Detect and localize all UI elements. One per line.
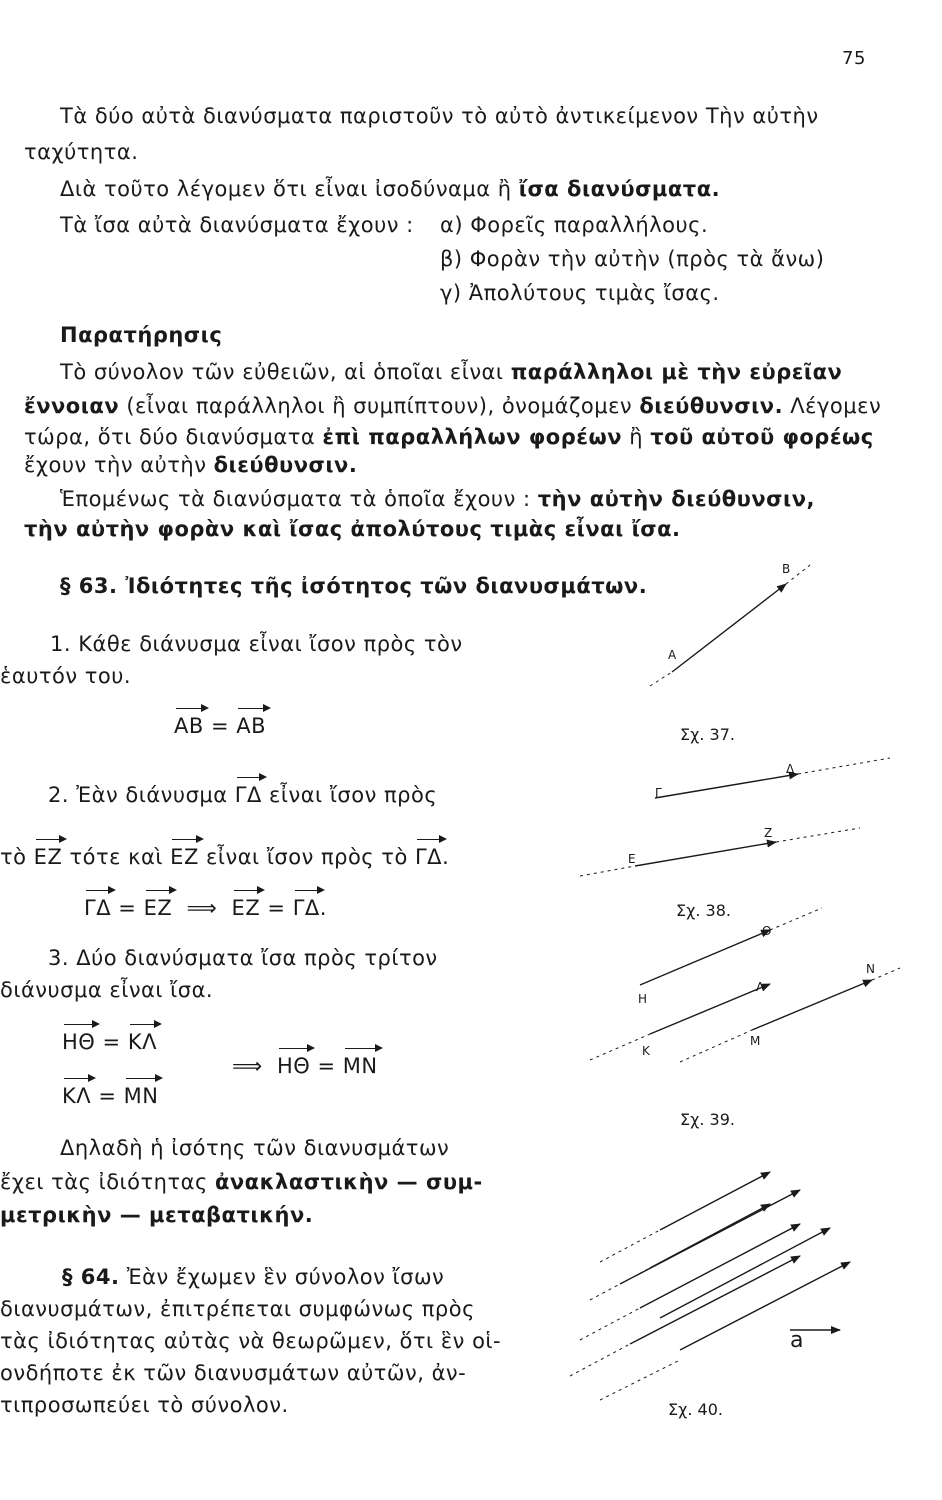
equals-symbol: = [317, 1054, 336, 1078]
fig40-vector [640, 1224, 800, 1308]
fig39-label-k: Κ [642, 1044, 650, 1058]
text-line-3-a: Διὰ τοῦτο λέγομεν ὅτι εἶναι ἰσοδύναμα ἢ [60, 177, 519, 201]
fig39-vector-mn [752, 980, 872, 1030]
fig40-label-a: a [790, 1328, 804, 1353]
fig39-label-h: Η [638, 992, 648, 1006]
summary-2-a: ἔχει τὰς ἰδιότητας [0, 1170, 215, 1194]
text-line-3-bold: ἴσα διανύσματα. [518, 177, 721, 201]
observation-title: Παρατήρησις [60, 323, 223, 347]
formula-symmetric: ΓΔ = ΕΖ ⟹ ΕΖ = ΓΔ. [84, 896, 327, 920]
fig40-dashed-carrier [600, 1230, 660, 1262]
property-3-line-1: 3. Δύο διανύσματα ἴσα πρὸς τρίτον [48, 946, 438, 970]
section-64-line-5: τιπροσωπεύει τὸ σύνολον. [0, 1393, 289, 1417]
obs-4-bold: διεύθυνσιν. [213, 453, 358, 477]
fig39-label-th: Θ [762, 924, 772, 938]
vector-ab: AB [236, 714, 267, 738]
section-64-a: Ἐὰν ἔχωμεν ἓν σύνολον ἴσων [119, 1265, 445, 1289]
vector-kl: ΚΛ [127, 1030, 157, 1054]
section-64-line-3: τὰς ἰδιότητας αὐτὰς νὰ θεωρῶμεν, ὅτι ἓν οἱ- [0, 1329, 502, 1353]
obs-3-bold-1: ἐπὶ παραλλήλων φορέων [322, 425, 623, 449]
vector-kl: ΚΛ [62, 1084, 92, 1108]
obs-2-d: Λέγομεν [783, 394, 882, 418]
vector-hth: ΗΘ [62, 1030, 96, 1054]
fig38-dashed-carrier [798, 758, 890, 774]
text-line-6: γ) Ἀπολύτους τιμὰς ἴσας. [440, 281, 720, 305]
fig38-caption: Σχ. 38. [676, 901, 731, 920]
section-64-number: § 64. [62, 1265, 120, 1289]
fig39-label-l: Λ [756, 980, 765, 994]
obs-5-a: Ἑπομένως τὰ διανύσματα τὰ ὁποῖα ἔχουν : [60, 487, 538, 511]
fig39-dashed-carrier [770, 908, 822, 930]
fig40-dashed-carrier [600, 1360, 680, 1400]
equals-symbol: = [118, 896, 137, 920]
obs-3-a: τώρα, ὅτι δύο διανύσματα [24, 425, 323, 449]
fig37-caption: Σχ. 37. [680, 725, 735, 744]
section-64-line-2: διανυσμάτων, ἐπιτρέπεται συμφώνως πρὸς [0, 1297, 475, 1321]
observation-line-6: τὴν αὐτὴν φορὰν καὶ ἴσας ἀπολύτους τιμὰς εἶναι ἴσα. [24, 517, 681, 541]
figure-40 [570, 1172, 850, 1400]
fig39-dashed-carrier [590, 1034, 650, 1060]
vector-hth: ΗΘ [276, 1054, 311, 1078]
fig38-label-e: Ε [628, 852, 636, 866]
fig37-vector-ab [672, 584, 786, 672]
prop-2-d: τότε καὶ [62, 845, 171, 869]
summary-2-bold: ἀνακλαστικὴν — συμ- [214, 1170, 483, 1194]
text-line-4-b: α) Φορεῖς παραλλήλους. [440, 213, 709, 237]
vector-mn: ΜΝ [123, 1084, 159, 1108]
vector-ez: ΕΖ [143, 896, 173, 920]
fig38-label-g: Γ [655, 786, 662, 800]
fig39-caption: Σχ. 39. [680, 1110, 735, 1129]
prop-2-a: 2. Ἐὰν διάνυσμα [48, 783, 235, 807]
section-64-line-4: ονδήποτε ἐκ τῶν διανυσμάτων αὐτῶν, ἀν- [0, 1361, 467, 1385]
fig39-vector-hth [640, 930, 770, 985]
fig38-dashed-carrier [776, 828, 860, 842]
figure-39 [590, 908, 900, 1062]
fig38-vector-ez [635, 842, 776, 866]
text-line-1: Τὰ δύο αὐτὰ διανύσματα παριστοῦν τὸ αὐτὸ ἀντικείμενον Τὴν αὐτὴν [60, 104, 819, 128]
obs-3-bold-2: τοῦ αὐτοῦ φορέως [650, 425, 874, 449]
fig37-label-b: B [782, 562, 791, 576]
vector-ez: ΕΖ [231, 896, 261, 920]
fig39-vector-kl [650, 984, 770, 1034]
fig38-vector-gd [655, 774, 798, 798]
vector-gd: ΓΔ [84, 896, 112, 920]
page-number: 75 [842, 48, 866, 69]
fig38-label-d: Δ [786, 762, 795, 776]
fig39-dashed-carrier [680, 1030, 752, 1062]
vector-ez: ΕΖ [33, 845, 63, 869]
text-line-5: β) Φορὰν τὴν αὐτὴν (πρὸς τὰ ἄνω) [440, 247, 825, 271]
obs-4-a: ἔχουν τὴν αὐτὴν [24, 453, 214, 477]
fig38-dashed-carrier [580, 866, 635, 876]
vector-gd: ΓΔ [234, 783, 262, 807]
obs-1-a: Τὸ σύνολον τῶν εὐθειῶν, αἱ ὁποῖαι εἶναι [60, 360, 511, 384]
text-line-2: ταχύτητα. [24, 140, 139, 164]
figure-38 [580, 758, 890, 876]
fig40-caption: Σχ. 40. [668, 1400, 723, 1419]
property-2-line-2: τὸ ΕΖ τότε καὶ ΕΖ εἶναι ἴσον πρὸς τὸ ΓΔ. [0, 845, 450, 869]
prop-2-b: εἶναι ἴσον πρὸς [261, 783, 438, 807]
summary-line-3: μετρικὴν — μεταβατικήν. [0, 1203, 314, 1227]
obs-5-bold: τὴν αὐτὴν διεύθυνσιν, [537, 487, 815, 511]
fig39-label-n: Ν [866, 962, 875, 976]
obs-1-bold: παράλληλοι μὲ τὴν εὐρεῖαν [510, 360, 843, 384]
vector-gd: ΓΔ [292, 896, 320, 920]
fig40-dashed-carrier [580, 1308, 640, 1340]
fig38-label-z: Ζ [764, 826, 773, 840]
fig37-label-a: A [668, 648, 677, 662]
equals-symbol: = [102, 1030, 121, 1054]
fig40-vector [680, 1262, 850, 1350]
vector-mn: ΜΝ [342, 1054, 378, 1078]
fig40-dashed-carrier [570, 1344, 630, 1376]
fig39-dashed-carrier [872, 968, 900, 980]
equals-symbol: = [210, 714, 230, 738]
text-line-4-a: Τὰ ἴσα αὐτὰ διανύσματα ἔχουν : [60, 213, 414, 237]
obs-3-c: ἢ [622, 425, 651, 449]
obs-2-b: (εἶναι παράλληλοι ἢ συμπίπτουν), ὀνομάζομεν [119, 394, 640, 418]
prop-2-c: τὸ [0, 845, 34, 869]
fig40-vector [660, 1172, 770, 1230]
property-1-line-1: 1. Κάθε διάνυσμα εἶναι ἴσον πρὸς τὸν [50, 632, 463, 656]
vector-ez: ΕΖ [170, 845, 199, 869]
property-3-line-2: διάνυσμα εἶναι ἴσα. [0, 978, 214, 1002]
obs-2-a: ἔννοιαν [24, 394, 120, 418]
implies-symbol: ⟹ [186, 896, 218, 920]
fig37-dashed-extension [650, 672, 672, 686]
vector-gd: ΓΔ [414, 845, 443, 869]
figure-37 [650, 565, 810, 686]
obs-2-bold: διεύθυνσιν. [639, 394, 784, 418]
equals-symbol: = [98, 1084, 117, 1108]
equals-symbol: = [267, 896, 286, 920]
fig39-label-m: Μ [750, 1034, 761, 1048]
implies-symbol: ⟹ [232, 1054, 263, 1078]
prop-2-e: εἶναι ἴσον πρὸς τὸ [198, 845, 415, 869]
property-1-line-2: ἑαυτόν του. [0, 664, 132, 688]
vector-ab: AB [174, 714, 204, 738]
fig40-vector [660, 1228, 830, 1318]
section-63-heading: § 63. Ἰδιότητες τῆς ἰσότητος τῶν διανυσμάτων. [60, 574, 648, 598]
summary-line-1: Δηλαδὴ ἡ ἰσότης τῶν διανυσμάτων [60, 1136, 450, 1160]
